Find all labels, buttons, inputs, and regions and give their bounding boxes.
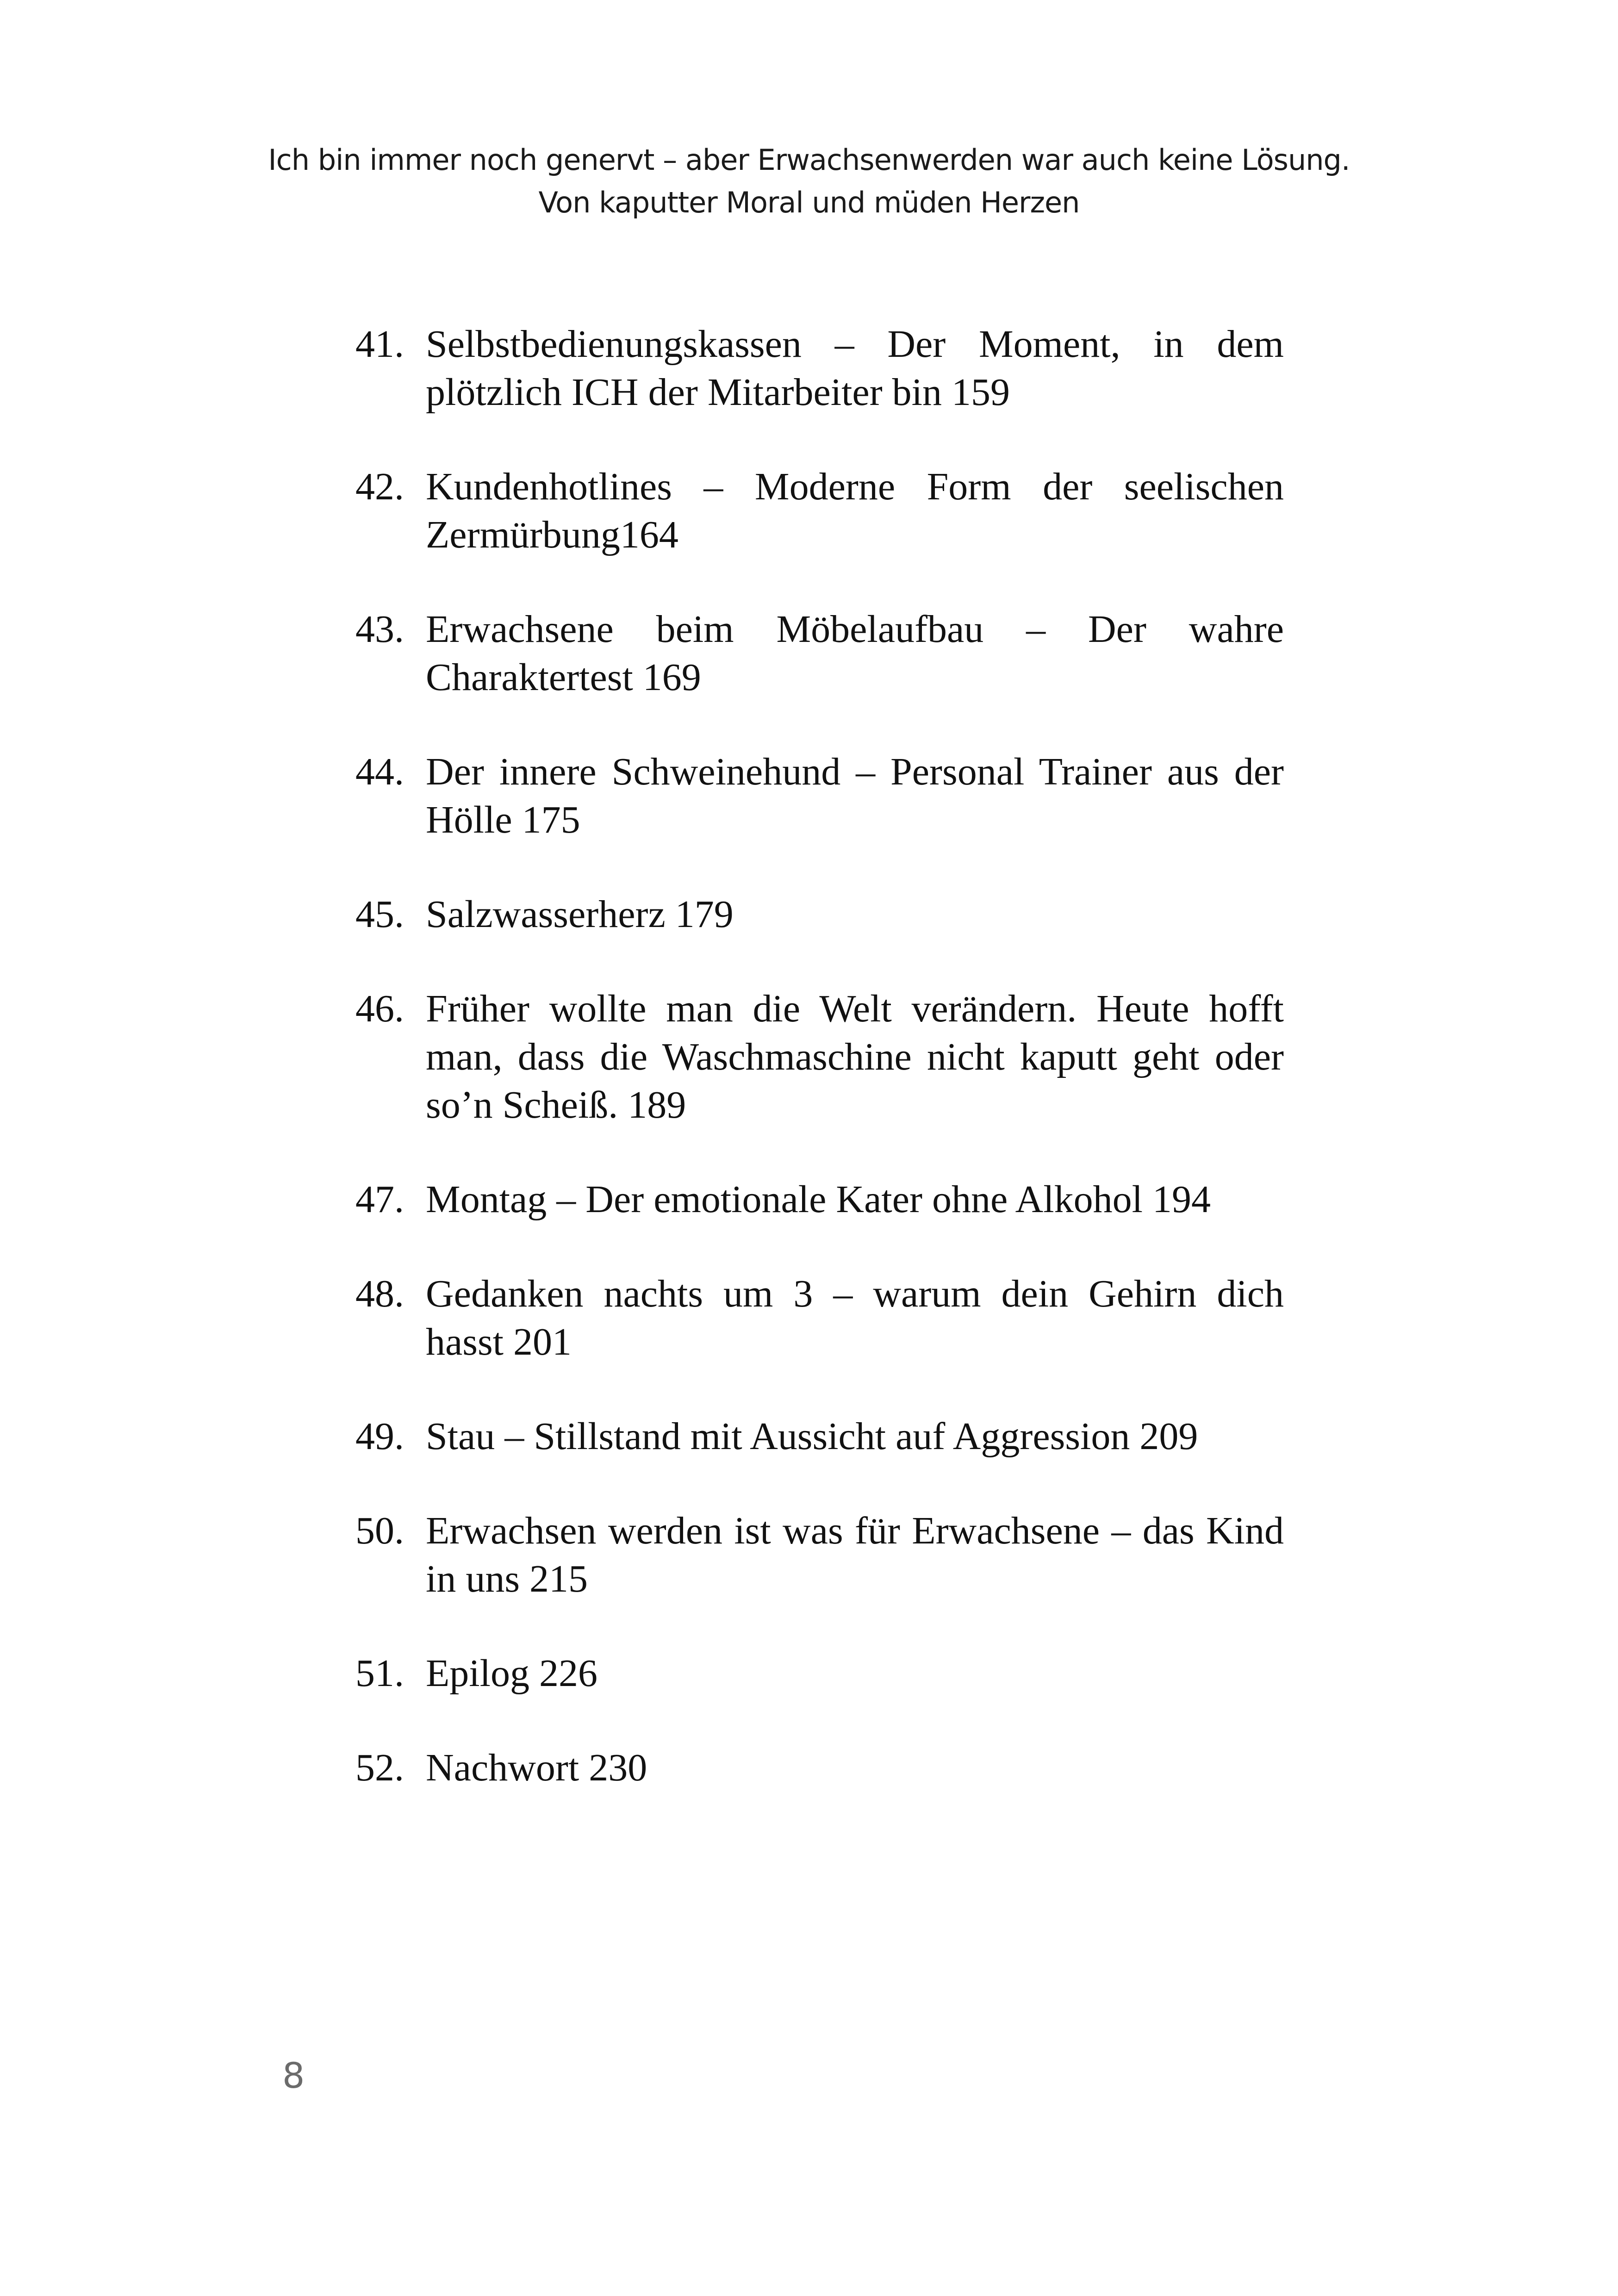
toc-entry-title: Nachwort 230 bbox=[426, 1746, 647, 1789]
running-header bbox=[0, 139, 1618, 224]
toc-entry-number: 48. bbox=[355, 1272, 404, 1315]
table-of-contents bbox=[355, 320, 1284, 1838]
toc-entry-number: 51. bbox=[355, 1652, 404, 1695]
toc-entry-title: Epilog 226 bbox=[426, 1652, 597, 1695]
toc-entry-number: 44. bbox=[355, 750, 404, 793]
toc-entry-number: 42. bbox=[355, 465, 404, 508]
toc-entry-title: Stau – Stillstand mit Aussicht auf Aggression 209 bbox=[426, 1415, 1198, 1458]
toc-entry-44 bbox=[355, 748, 1284, 844]
toc-entry-50 bbox=[355, 1507, 1284, 1603]
header-line-1: Ich bin immer noch genervt – aber Erwachsenwerden war auch keine Lösung. bbox=[268, 143, 1350, 177]
toc-entry-title: Kundenhotlines – Moderne Form der seelischen Zermürbung164 bbox=[426, 465, 1284, 556]
toc-entry-number: 41. bbox=[355, 323, 404, 366]
toc-entry-52 bbox=[355, 1744, 1284, 1792]
toc-entry-45 bbox=[355, 890, 1284, 939]
toc-entry-title: Der innere Schweinehund – Personal Trainer aus der Hölle 175 bbox=[426, 750, 1284, 841]
toc-entry-48 bbox=[355, 1270, 1284, 1366]
toc-entry-title: Erwachsene beim Möbelaufbau – Der wahre Charaktertest 169 bbox=[426, 608, 1284, 699]
page-number: 8 bbox=[282, 2055, 305, 2096]
toc-entry-title: Selbstbedienungskassen – Der Moment, in dem plötzlich ICH der Mitarbeiter bin 159 bbox=[426, 323, 1284, 414]
toc-entry-41 bbox=[355, 320, 1284, 417]
toc-entry-number: 47. bbox=[355, 1178, 404, 1221]
toc-entry-title: Salzwasserherz 179 bbox=[426, 893, 734, 936]
toc-entry-47 bbox=[355, 1176, 1284, 1224]
toc-entry-46 bbox=[355, 985, 1284, 1129]
toc-entry-43 bbox=[355, 605, 1284, 702]
toc-entry-42 bbox=[355, 463, 1284, 559]
toc-entry-title: Gedanken nachts um 3 – warum dein Gehirn dich hasst 201 bbox=[426, 1272, 1284, 1363]
toc-entry-title: Montag – Der emotionale Kater ohne Alkohol 194 bbox=[426, 1178, 1211, 1221]
toc-entry-title: Erwachsen werden ist was für Erwachsene – das Kind in uns 215 bbox=[426, 1509, 1284, 1600]
header-line-2: Von kaputter Moral und müden Herzen bbox=[538, 186, 1080, 219]
toc-entry-number: 50. bbox=[355, 1509, 404, 1552]
toc-entry-number: 46. bbox=[355, 987, 404, 1030]
toc-entry-number: 52. bbox=[355, 1746, 404, 1789]
toc-entry-51 bbox=[355, 1649, 1284, 1698]
toc-entry-number: 43. bbox=[355, 608, 404, 651]
toc-entry-number: 49. bbox=[355, 1415, 404, 1458]
toc-entry-49 bbox=[355, 1412, 1284, 1461]
toc-entry-title: Früher wollte man die Welt verändern. Heute hofft man, dass die Waschmaschine nicht kaputt geht oder so’n Scheiß. 189 bbox=[426, 987, 1284, 1126]
toc-entry-number: 45. bbox=[355, 893, 404, 936]
